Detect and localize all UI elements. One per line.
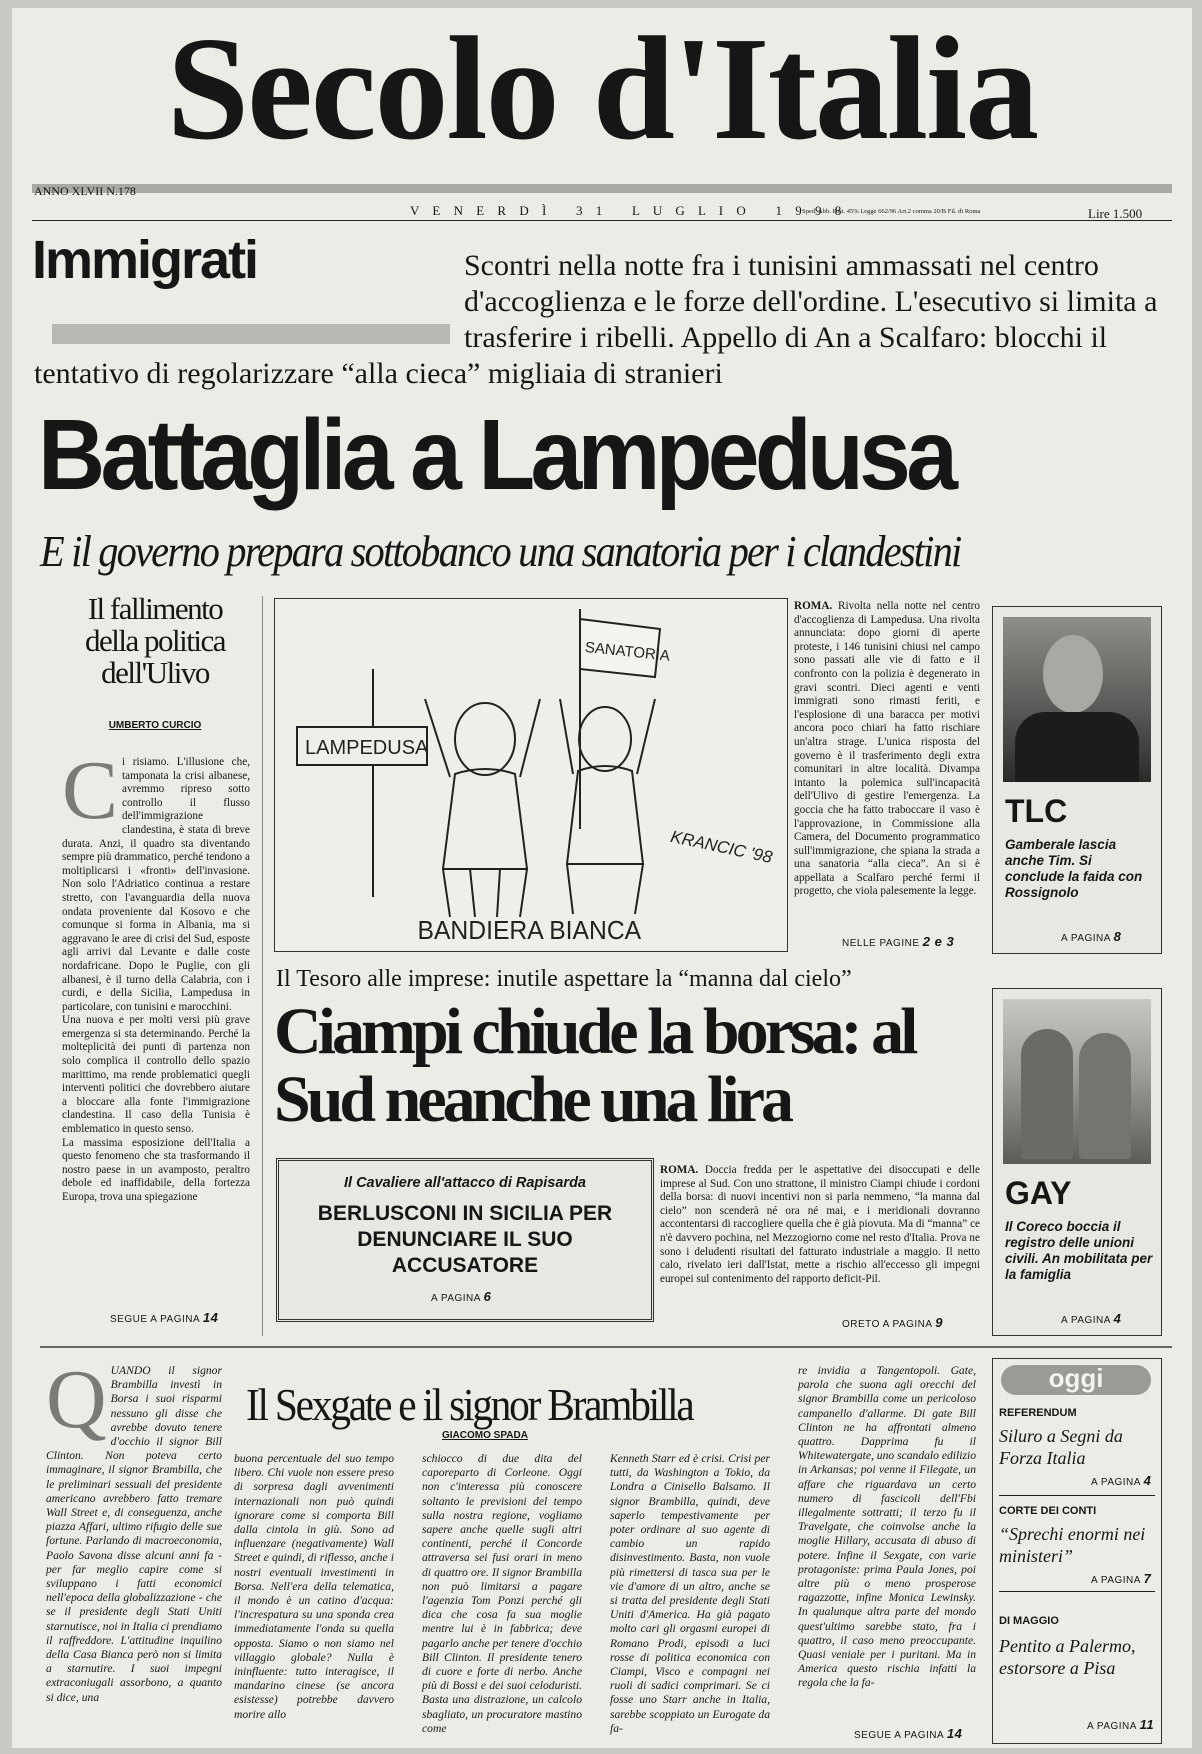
masthead-rule: [32, 220, 1172, 221]
borsa-ref-page: 9: [935, 1315, 944, 1330]
tlc-ref-page: 8: [1113, 929, 1122, 944]
brambilla-continued: [854, 1726, 962, 1741]
oggi-ref-3-label: A PAGINA: [1087, 1721, 1137, 1732]
berlusconi-ref-page: 6: [483, 1289, 492, 1304]
lead-headline: Battaglia a Lampedusa: [38, 399, 954, 511]
brambilla-dropcap: Q: [46, 1353, 107, 1446]
cartoon-frame: [274, 598, 788, 952]
oggi-ref-2-page: 7: [1143, 1571, 1152, 1586]
lead-summary: [34, 248, 1174, 392]
oggi-ref-3-page: 11: [1139, 1717, 1155, 1732]
column-divider: [262, 596, 263, 1336]
brambilla-col1: [46, 1353, 222, 1739]
issue-date: V E N E R D Ì 3 1 L U G L I O 1 9 9 8: [410, 203, 847, 218]
gay-box: [992, 988, 1162, 1336]
brambilla-continued-label: SEGUE A PAGINA: [854, 1730, 944, 1741]
editorial-author: UMBERTO CURCIO: [108, 720, 202, 731]
issue-number: ANNO XLVII N.178: [34, 184, 136, 198]
lampedusa-story: [794, 600, 980, 930]
gay-label: GAY: [1005, 1175, 1072, 1211]
oggi-ref-3: [1087, 1717, 1154, 1732]
cartoon-signature: KRANCIC '98: [668, 826, 774, 868]
borsa-headline: Ciampi chiude la borsa: al Sud neanche una lira: [274, 995, 915, 1136]
brambilla-col5: re invidia a Tangentopoli. Gate, parola che suona agli orecchi del signor Brambilla come un pericoloso campanello d'allarme. Di gate Bill Clinton ne ha affrontati almeno quattro. Dapprima fu il Whitewatergate, uno scandalo edilizio in Arkansas; poi venne il Filegate, un affare che riguardava un certo numero di fascicoli dell'Fbi illegalmente sottratti; il terzo fu il Travelgate, che coinvolse anche la moglie Hillary, accusata di abuso di potere. Infine il Sexgate, con varie protagoniste: prima Paula Jones, poi altre più o meno prosperose ragazzotte, infine Monica Lewinsky. In qualunque altra parte del mondo quest'ultimo sarebbe stato, fra i quattro, il caso meno preoccupante. Quasi veniale per i puritani. Ma in America questo rischia infatti la regola che la fa-: [798, 1364, 976, 1690]
cartoon-sign-lampedusa: LAMPEDUSA: [305, 737, 429, 759]
tlc-ref: [1061, 929, 1121, 944]
editorial-dropcap: C: [62, 744, 119, 837]
borsa-story: [660, 1164, 980, 1310]
gay-text: Il Coreco boccia il registro delle unioni civili. An mobilitata per la famiglia: [1005, 1219, 1153, 1282]
borsa-text: Doccia fredda per le aspettative dei disoccupati e delle imprese al Sud. Con uno strattone, il ministro Ciampi chiude i cordoni della borsa: di nuovi incentivi non si parla nemmeno, “la manna dal cielo” non scenderà né ora né mai, e i meridionali dovranno accontentarsi di raccogliere quella che è già piovuta. Ma di “manna” ce n'è davvero pochina, nel Mezzogiorno come nel resto d'Italia. Prova ne sono i deludenti risultati del fatturato industriale a maggio. Il netto calo, rivelato ieri dall'Istat, mette a rischio all'eccesso gli impegni europei sul contenimento del rapporto deficit-Pil.: [660, 1164, 980, 1285]
oggi-ref-1-label: A PAGINA: [1091, 1477, 1141, 1488]
oggi-ref-1: [1091, 1473, 1151, 1488]
berlusconi-box: [276, 1158, 654, 1322]
tlc-text: Gamberale lascia anche Tim. Si conclude la faida con Rossignolo: [1005, 837, 1143, 900]
lampedusa-ref-label: NELLE PAGINE: [842, 938, 920, 949]
gay-photo-figure-2: [1079, 1033, 1131, 1159]
borsa-ref: [842, 1315, 943, 1330]
borsa-dateline: ROMA.: [660, 1164, 699, 1176]
borsa-kicker: Il Tesoro alle imprese: inutile aspettare la “manna dal cielo”: [276, 966, 852, 992]
oggi-ref-2: [1091, 1571, 1151, 1586]
tlc-label: TLC: [1005, 793, 1068, 829]
oggi-section-1: REFERENDUM: [999, 1407, 1077, 1419]
oggi-title-2: “Sprechi enormi nei ministeri”: [999, 1524, 1146, 1566]
borsa-ref-label: ORETO A PAGINA: [842, 1319, 932, 1330]
price: Lire 1.500: [1088, 206, 1143, 221]
lampedusa-ref: [842, 934, 954, 949]
continued-page: 14: [202, 1310, 219, 1325]
gay-ref-label: A PAGINA: [1061, 1315, 1111, 1326]
lead-kicker: Immigrati: [32, 230, 258, 290]
lead-subhead: E il governo prepara sottobanco una sanatoria per i clandestini: [40, 527, 961, 576]
lampedusa-ref-pages: 2 e 3: [922, 934, 955, 949]
brambilla-col2: buona percentuale del suo tempo libero. Chi vuole non essere preso di sorpresa dagli avvenimenti internazionali non può quindi ignorare come si comporta Bill dalla cintola in giù. Sono ad influenzare (negativamente) Wall Street e quindi, di riflesso, anche i nostri eventuali investimenti in Borsa. Nell'era della telematica, il mondo è un catino d'acqua: l'increspatura su una sponda crea immediatamente l'onda su quella opposta. Siamo o non siamo nel villaggio globale? Nulla è ininfluente: tutto interagisce, il mandarino cinese (se ancora esistesse) potrebbe davvero morire allo: [234, 1452, 394, 1721]
lampedusa-dateline: ROMA.: [794, 600, 833, 612]
lead-summary-text: Scontri nella notte fra i tunisini ammassati nel centro d'accoglienza e le forze dell'ordine. L'esecutivo si limita a trasferire i ribelli. Appello di An a Scalfaro: blocchi il tentativo di regolarizzare “alla cieca” migliaia di stranieri: [34, 249, 1158, 390]
lampedusa-text: Rivolta nella notte nel centro d'accoglienza di Lampedusa. Una rivolta annunciata: dopo giorni di aperte proteste, i 146 tunisini chiusi nel campo sono passati alle vie di fatto e il confronto con la polizia è degenerato in gravi scontri. Dieci agenti e venti immigrati sono rimasti feriti, e l'esplosione di una baracca per motivi ancora poco chiari ha fatto rischiare un'altra strage. L'unica risposta del governo è il trasferimento degli extra comunitari in altre località. Divampa intanto la polemica sull'incapacità dell'Ulivo di gestire l'emergenza. La goccia che ha fatto traboccare il vaso è l'approvazione, in Commissione alla Camera, del Documento programmatico sull'immigrazione, che spiana la strada a una sanatoria “alla cieca”. An si è appellata a Scalfaro perché fermi il progetto, che viola palesemente la legge.: [794, 600, 981, 898]
oggi-title-1: Siluro a Segni da Forza Italia: [999, 1426, 1123, 1468]
oggi-section-3: DI MAGGIO: [999, 1615, 1059, 1627]
oggi-divider-2: [999, 1591, 1155, 1592]
tlc-ref-label: A PAGINA: [1061, 933, 1111, 944]
berlusconi-kicker: Il Cavaliere all'attacco di Rapisarda: [343, 1175, 586, 1191]
postal-notice: Sped. Abb. Post. 45% Legge 662/96 Art.2 comma 20/B Fil. di Roma: [802, 208, 981, 215]
cartoon-caption: BANDIERA BIANCA: [417, 916, 642, 946]
brambilla-col3: schiocco di due dita del caporeparto di Corleone. Oggi non c'interessa più conoscere soltanto le previsioni del tempo sulla nostra regione, vogliamo sapere anche quelle sugli altri continenti, perché il Concorde attraversa sei fusi orari in meno di quattro ore. Il signor Brambilla non può limitarsi a pagare l'agenzia Tom Ponzi perché gli dica che cosa fa sua moglie mentre lui è in fabbrica; deve pagarlo anche per tenere d'occhio Bill Clinton. Il presidente tenero di cuore e forte di nerbo. Anche più di Bossi e dei suoi celoduristi. Basta una distrazione, un calcolo sbagliato, un procuratore mastino come: [422, 1452, 582, 1735]
brambilla-col4: Kenneth Starr ed è crisi. Crisi per tutti, da Washington a Tokio, da Londra a Cinisello Balsamo. Il signor Brambilla, quindi, deve saperlo tempestivamente per poter ordinare al suo agente di cambio un rapido disinvestimento. Basta, non vuole più rimettersi di tasca sua per le vie d'amore di un altro, anche se si tratta del presidente degli Stati Uniti d'America. Ha già pagato molto cari gli orgasmi europei di Romano Prodi, episodi a luci rosse di politica economica con Ciampi, Visco e compagni nei ruoli di sadici comprimari. Se ci fosse uno Starr anche in Italia, sarebbe scoppiato un Eurogate da fa-: [610, 1452, 770, 1735]
oggi-ref-1-page: 4: [1143, 1473, 1152, 1488]
oggi-section-2: CORTE DEI CONTI: [999, 1505, 1097, 1517]
brambilla-author: GIACOMO SPADA: [442, 1430, 528, 1441]
oggi-title-3: Pentito a Palermo, estorsore a Pisa: [999, 1636, 1136, 1678]
oggi-label: oggi: [1048, 1363, 1104, 1393]
oggi-box: [992, 1358, 1162, 1744]
berlusconi-ref: [431, 1289, 491, 1304]
editorial-text: i risiamo. L'illusione che, tamponata la crisi albanese, avremmo ripreso sotto controllo il flusso dell'immigrazione clandestina, è stata di breve durata. Anzi, il quadro sta diventando sempre più drammatico, perché tendono a moltiplicarsi i «fronti» dell'invasione. Non solo l'Adriatico continua a restare stretto, con l'avanguardia della nuova ondata proveniente dal Kosovo e che comunque si forma in Albania, ma si aggravano le aree di crisi del Sud, esposte agli arrivi dal Levante e dalle coste nordafricane. Dopo le Puglie, con gli albanesi, è il turno della Calabria, con i curdi, e della Sicilia, Lampedusa in particolare, con tunisini e marocchini. Una nuova e per molti versi più grave emergenza si sta determinando. Perché la molteplicità dei punti di partenza non solo complica il controllo dello spazio marittimo, ma rende problematici quegli interventi politici che dovrebbero aiutare a bloccare alla fonte l'immigrazione clandestina. Il caso della Tunisia è emblematico in questo senso. La massima esposizione dell'Italia a questo fenomeno che sta trasformando il nostro paese in un avamposto, peraltro debole ed inaffidabile, della fortezza Europa, trova una spiegazione: [62, 756, 250, 1203]
brambilla-continued-page: 14: [946, 1726, 963, 1741]
masthead-title: Secolo d'Italia: [166, 7, 1038, 171]
editorial-continued: [110, 1310, 218, 1325]
brambilla-col1-text: UANDO il signor Brambilla investì in Borsa i suoi risparmi nessuno gli disse che avrebbe dovuto tenere d'occhio il signor Bill Clinton. Non poteva certo immaginare, il signor Brambilla, che le preliminari sessuali del presidente americano avrebbero fatto tremare Wall Street e, di conseguenza, anche piazza Affari, ultimo rifugio delle sue fortune. Parlando di macroeconomia, Paolo Savona disse alcuni anni fa - per far meglio capire come si sviluppano i fatti economici nell'epoca della globalizzazione - che se il presidente degli Stati Uniti starnutisce, noi in Italia ci prendiamo il raffreddore. L'attitudine inquilino della Casa Bianca però non si limita a starnutire. I suoi impegni extraconiugali assorbono, a quanto si dice, una: [46, 1364, 222, 1704]
gay-ref-page: 4: [1113, 1311, 1122, 1326]
gay-photo-figure-1: [1021, 1029, 1073, 1159]
tlc-box: [992, 606, 1162, 954]
cartoon-sign-sanatoria: SANATORIA: [584, 638, 671, 665]
editorial-title: Il fallimento della politica dell'Ulivo: [85, 591, 225, 690]
cartoon-drawing: [275, 599, 787, 951]
tlc-photo-suit: [1015, 712, 1139, 782]
brambilla-title: Il Sexgate e il signor Brambilla: [246, 1379, 693, 1430]
editorial-body: [62, 744, 250, 1311]
continued-label: SEGUE A PAGINA: [110, 1314, 200, 1325]
oggi-divider-1: [999, 1495, 1155, 1496]
tlc-photo-face: [1043, 635, 1103, 713]
berlusconi-ref-label: A PAGINA: [431, 1293, 481, 1304]
oggi-ref-2-label: A PAGINA: [1091, 1575, 1141, 1586]
berlusconi-headline: BERLUSCONI IN SICILIA PER DENUNCIARE IL SUO ACCUSATORE: [317, 1202, 613, 1277]
section-rule: [40, 1346, 1172, 1348]
masthead-band: [32, 184, 1172, 193]
newspaper-page: [12, 8, 1192, 1748]
gay-ref: [1061, 1311, 1121, 1326]
